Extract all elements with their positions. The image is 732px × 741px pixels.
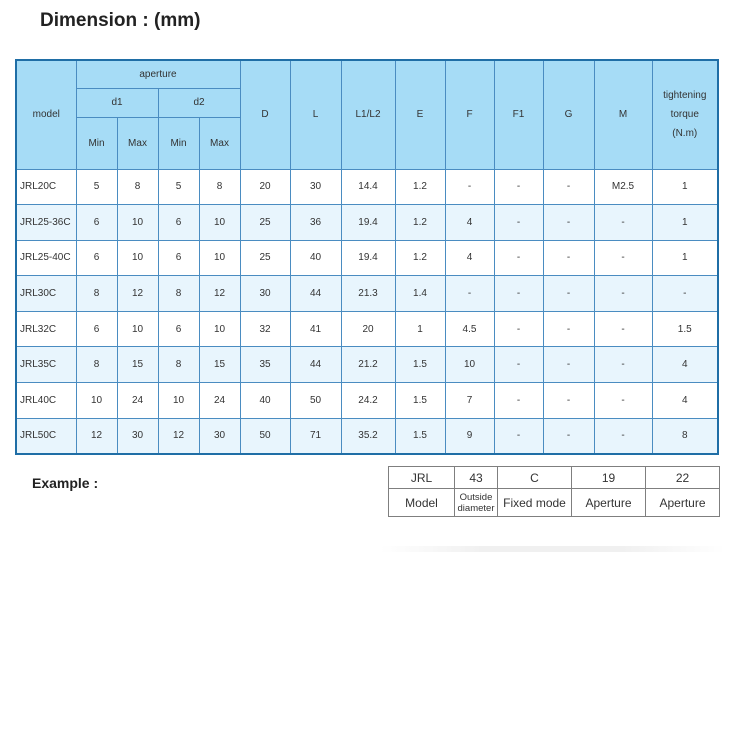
cell-model: JRL20C bbox=[16, 169, 76, 205]
cell-F: - bbox=[445, 169, 494, 205]
cell-L1L2: 21.3 bbox=[341, 276, 395, 312]
cell-d2-max: 30 bbox=[199, 418, 240, 454]
cell-D: 30 bbox=[240, 276, 290, 312]
cell-d2-min: 10 bbox=[158, 383, 199, 419]
cell-torque: - bbox=[652, 276, 718, 312]
example-code-diameter: 43 bbox=[455, 467, 498, 489]
cell-M: - bbox=[594, 418, 652, 454]
header-d2-max: Max bbox=[199, 117, 240, 169]
cell-d1-max: 24 bbox=[117, 383, 158, 419]
cell-model: JRL35C bbox=[16, 347, 76, 383]
cell-torque: 1 bbox=[652, 240, 718, 276]
header-torque-line1: tightening bbox=[663, 90, 707, 102]
cell-M: - bbox=[594, 383, 652, 419]
cell-model: JRL40C bbox=[16, 383, 76, 419]
table-row bbox=[16, 418, 718, 454]
cell-L1L2: 21.2 bbox=[341, 347, 395, 383]
header-d1-min: Min bbox=[76, 117, 117, 169]
cell-d2-min: 5 bbox=[158, 169, 199, 205]
cell-d2-min: 12 bbox=[158, 418, 199, 454]
decorative-fade-bar bbox=[380, 546, 725, 552]
cell-M: - bbox=[594, 205, 652, 241]
cell-d1-max: 12 bbox=[117, 276, 158, 312]
cell-E: 1.2 bbox=[395, 240, 445, 276]
cell-F: 9 bbox=[445, 418, 494, 454]
dimension-table-body bbox=[16, 169, 718, 454]
cell-d2-max: 10 bbox=[199, 205, 240, 241]
cell-E: 1 bbox=[395, 311, 445, 347]
cell-D: 40 bbox=[240, 383, 290, 419]
cell-L: 44 bbox=[290, 347, 341, 383]
cell-d1-min: 6 bbox=[76, 205, 117, 241]
cell-G: - bbox=[543, 311, 594, 347]
example-meaning-diameter-line1: Outside bbox=[459, 491, 493, 503]
cell-F: 4.5 bbox=[445, 311, 494, 347]
cell-L1L2: 19.4 bbox=[341, 240, 395, 276]
cell-G: - bbox=[543, 169, 594, 205]
cell-d1-min: 6 bbox=[76, 240, 117, 276]
cell-d1-max: 15 bbox=[117, 347, 158, 383]
cell-M: - bbox=[594, 240, 652, 276]
table-row bbox=[16, 347, 718, 383]
cell-torque: 1 bbox=[652, 169, 718, 205]
header-torque-line3: (N.m) bbox=[672, 128, 698, 140]
cell-F1: - bbox=[494, 276, 543, 312]
table-row bbox=[16, 383, 718, 419]
example-meaning-diameter bbox=[455, 489, 498, 517]
cell-model: JRL32C bbox=[16, 311, 76, 347]
cell-G: - bbox=[543, 347, 594, 383]
dimension-table bbox=[15, 59, 719, 455]
cell-d2-min: 6 bbox=[158, 240, 199, 276]
header-torque-line2: torque bbox=[670, 109, 699, 121]
example-meaning-aperture2: Aperture bbox=[646, 489, 720, 517]
cell-d2-min: 8 bbox=[158, 347, 199, 383]
header-d2: d2 bbox=[158, 88, 240, 117]
cell-F1: - bbox=[494, 205, 543, 241]
header-d2-min: Min bbox=[158, 117, 199, 169]
example-meaning-diameter-line2: diameter bbox=[457, 502, 495, 514]
example-table bbox=[388, 466, 720, 517]
cell-E: 1.4 bbox=[395, 276, 445, 312]
cell-d1-max: 10 bbox=[117, 311, 158, 347]
example-code-mode: C bbox=[498, 467, 572, 489]
header-d1: d1 bbox=[76, 88, 158, 117]
header-d1-max: Max bbox=[117, 117, 158, 169]
cell-d2-max: 8 bbox=[199, 169, 240, 205]
example-meaning-mode: Fixed mode bbox=[498, 489, 572, 517]
header-L: L bbox=[290, 60, 341, 169]
example-code-aperture2: 22 bbox=[646, 467, 720, 489]
cell-d1-min: 12 bbox=[76, 418, 117, 454]
cell-torque: 1 bbox=[652, 205, 718, 241]
cell-L: 36 bbox=[290, 205, 341, 241]
cell-d2-min: 6 bbox=[158, 205, 199, 241]
header-F1: F1 bbox=[494, 60, 543, 169]
cell-L1L2: 35.2 bbox=[341, 418, 395, 454]
cell-d1-min: 5 bbox=[76, 169, 117, 205]
cell-F1: - bbox=[494, 347, 543, 383]
cell-L: 30 bbox=[290, 169, 341, 205]
header-G: G bbox=[543, 60, 594, 169]
cell-d1-min: 10 bbox=[76, 383, 117, 419]
example-meaning-aperture1: Aperture bbox=[572, 489, 646, 517]
cell-d1-max: 10 bbox=[117, 240, 158, 276]
cell-d2-max: 15 bbox=[199, 347, 240, 383]
cell-F: 7 bbox=[445, 383, 494, 419]
example-meaning-model: Model bbox=[389, 489, 455, 517]
cell-d1-max: 30 bbox=[117, 418, 158, 454]
cell-F: 4 bbox=[445, 205, 494, 241]
cell-d1-max: 10 bbox=[117, 205, 158, 241]
cell-d2-max: 12 bbox=[199, 276, 240, 312]
cell-F1: - bbox=[494, 240, 543, 276]
table-row bbox=[16, 276, 718, 312]
cell-d1-min: 8 bbox=[76, 347, 117, 383]
cell-d1-min: 6 bbox=[76, 311, 117, 347]
cell-G: - bbox=[543, 240, 594, 276]
cell-d1-max: 8 bbox=[117, 169, 158, 205]
cell-D: 25 bbox=[240, 205, 290, 241]
cell-d2-max: 10 bbox=[199, 240, 240, 276]
cell-d2-min: 6 bbox=[158, 311, 199, 347]
header-F: F bbox=[445, 60, 494, 169]
cell-model: JRL25-40C bbox=[16, 240, 76, 276]
cell-L1L2: 19.4 bbox=[341, 205, 395, 241]
cell-F: 10 bbox=[445, 347, 494, 383]
cell-F1: - bbox=[494, 311, 543, 347]
table-row bbox=[16, 311, 718, 347]
example-label: Example : bbox=[32, 475, 99, 491]
cell-M: - bbox=[594, 276, 652, 312]
cell-d2-max: 24 bbox=[199, 383, 240, 419]
cell-d2-min: 8 bbox=[158, 276, 199, 312]
header-E: E bbox=[395, 60, 445, 169]
table-row bbox=[16, 240, 718, 276]
cell-L: 71 bbox=[290, 418, 341, 454]
cell-F1: - bbox=[494, 169, 543, 205]
cell-L1L2: 20 bbox=[341, 311, 395, 347]
cell-torque: 8 bbox=[652, 418, 718, 454]
example-code-model: JRL bbox=[389, 467, 455, 489]
table-row bbox=[16, 169, 718, 205]
header-L1L2: L1/L2 bbox=[341, 60, 395, 169]
cell-L: 50 bbox=[290, 383, 341, 419]
cell-F1: - bbox=[494, 418, 543, 454]
cell-E: 1.2 bbox=[395, 205, 445, 241]
header-aperture: aperture bbox=[76, 60, 240, 88]
cell-G: - bbox=[543, 418, 594, 454]
cell-G: - bbox=[543, 205, 594, 241]
cell-torque: 1.5 bbox=[652, 311, 718, 347]
cell-model: JRL50C bbox=[16, 418, 76, 454]
cell-d1-min: 8 bbox=[76, 276, 117, 312]
cell-D: 50 bbox=[240, 418, 290, 454]
cell-D: 35 bbox=[240, 347, 290, 383]
page-title: Dimension : (mm) bbox=[40, 10, 201, 31]
cell-D: 25 bbox=[240, 240, 290, 276]
header-M: M bbox=[594, 60, 652, 169]
example-code-aperture1: 19 bbox=[572, 467, 646, 489]
cell-E: 1.5 bbox=[395, 418, 445, 454]
cell-torque: 4 bbox=[652, 347, 718, 383]
cell-G: - bbox=[543, 276, 594, 312]
cell-torque: 4 bbox=[652, 383, 718, 419]
cell-M: M2.5 bbox=[594, 169, 652, 205]
cell-L: 40 bbox=[290, 240, 341, 276]
header-D: D bbox=[240, 60, 290, 169]
cell-D: 20 bbox=[240, 169, 290, 205]
cell-d2-max: 10 bbox=[199, 311, 240, 347]
cell-L1L2: 24.2 bbox=[341, 383, 395, 419]
cell-M: - bbox=[594, 347, 652, 383]
cell-model: JRL25-36C bbox=[16, 205, 76, 241]
cell-L: 44 bbox=[290, 276, 341, 312]
cell-model: JRL30C bbox=[16, 276, 76, 312]
cell-G: - bbox=[543, 383, 594, 419]
cell-E: 1.2 bbox=[395, 169, 445, 205]
cell-L: 41 bbox=[290, 311, 341, 347]
cell-L1L2: 14.4 bbox=[341, 169, 395, 205]
header-model: model bbox=[16, 60, 76, 169]
cell-F1: - bbox=[494, 383, 543, 419]
cell-F: 4 bbox=[445, 240, 494, 276]
table-row bbox=[16, 205, 718, 241]
cell-F: - bbox=[445, 276, 494, 312]
cell-D: 32 bbox=[240, 311, 290, 347]
cell-M: - bbox=[594, 311, 652, 347]
header-tightening-torque bbox=[652, 60, 718, 169]
cell-E: 1.5 bbox=[395, 383, 445, 419]
cell-E: 1.5 bbox=[395, 347, 445, 383]
